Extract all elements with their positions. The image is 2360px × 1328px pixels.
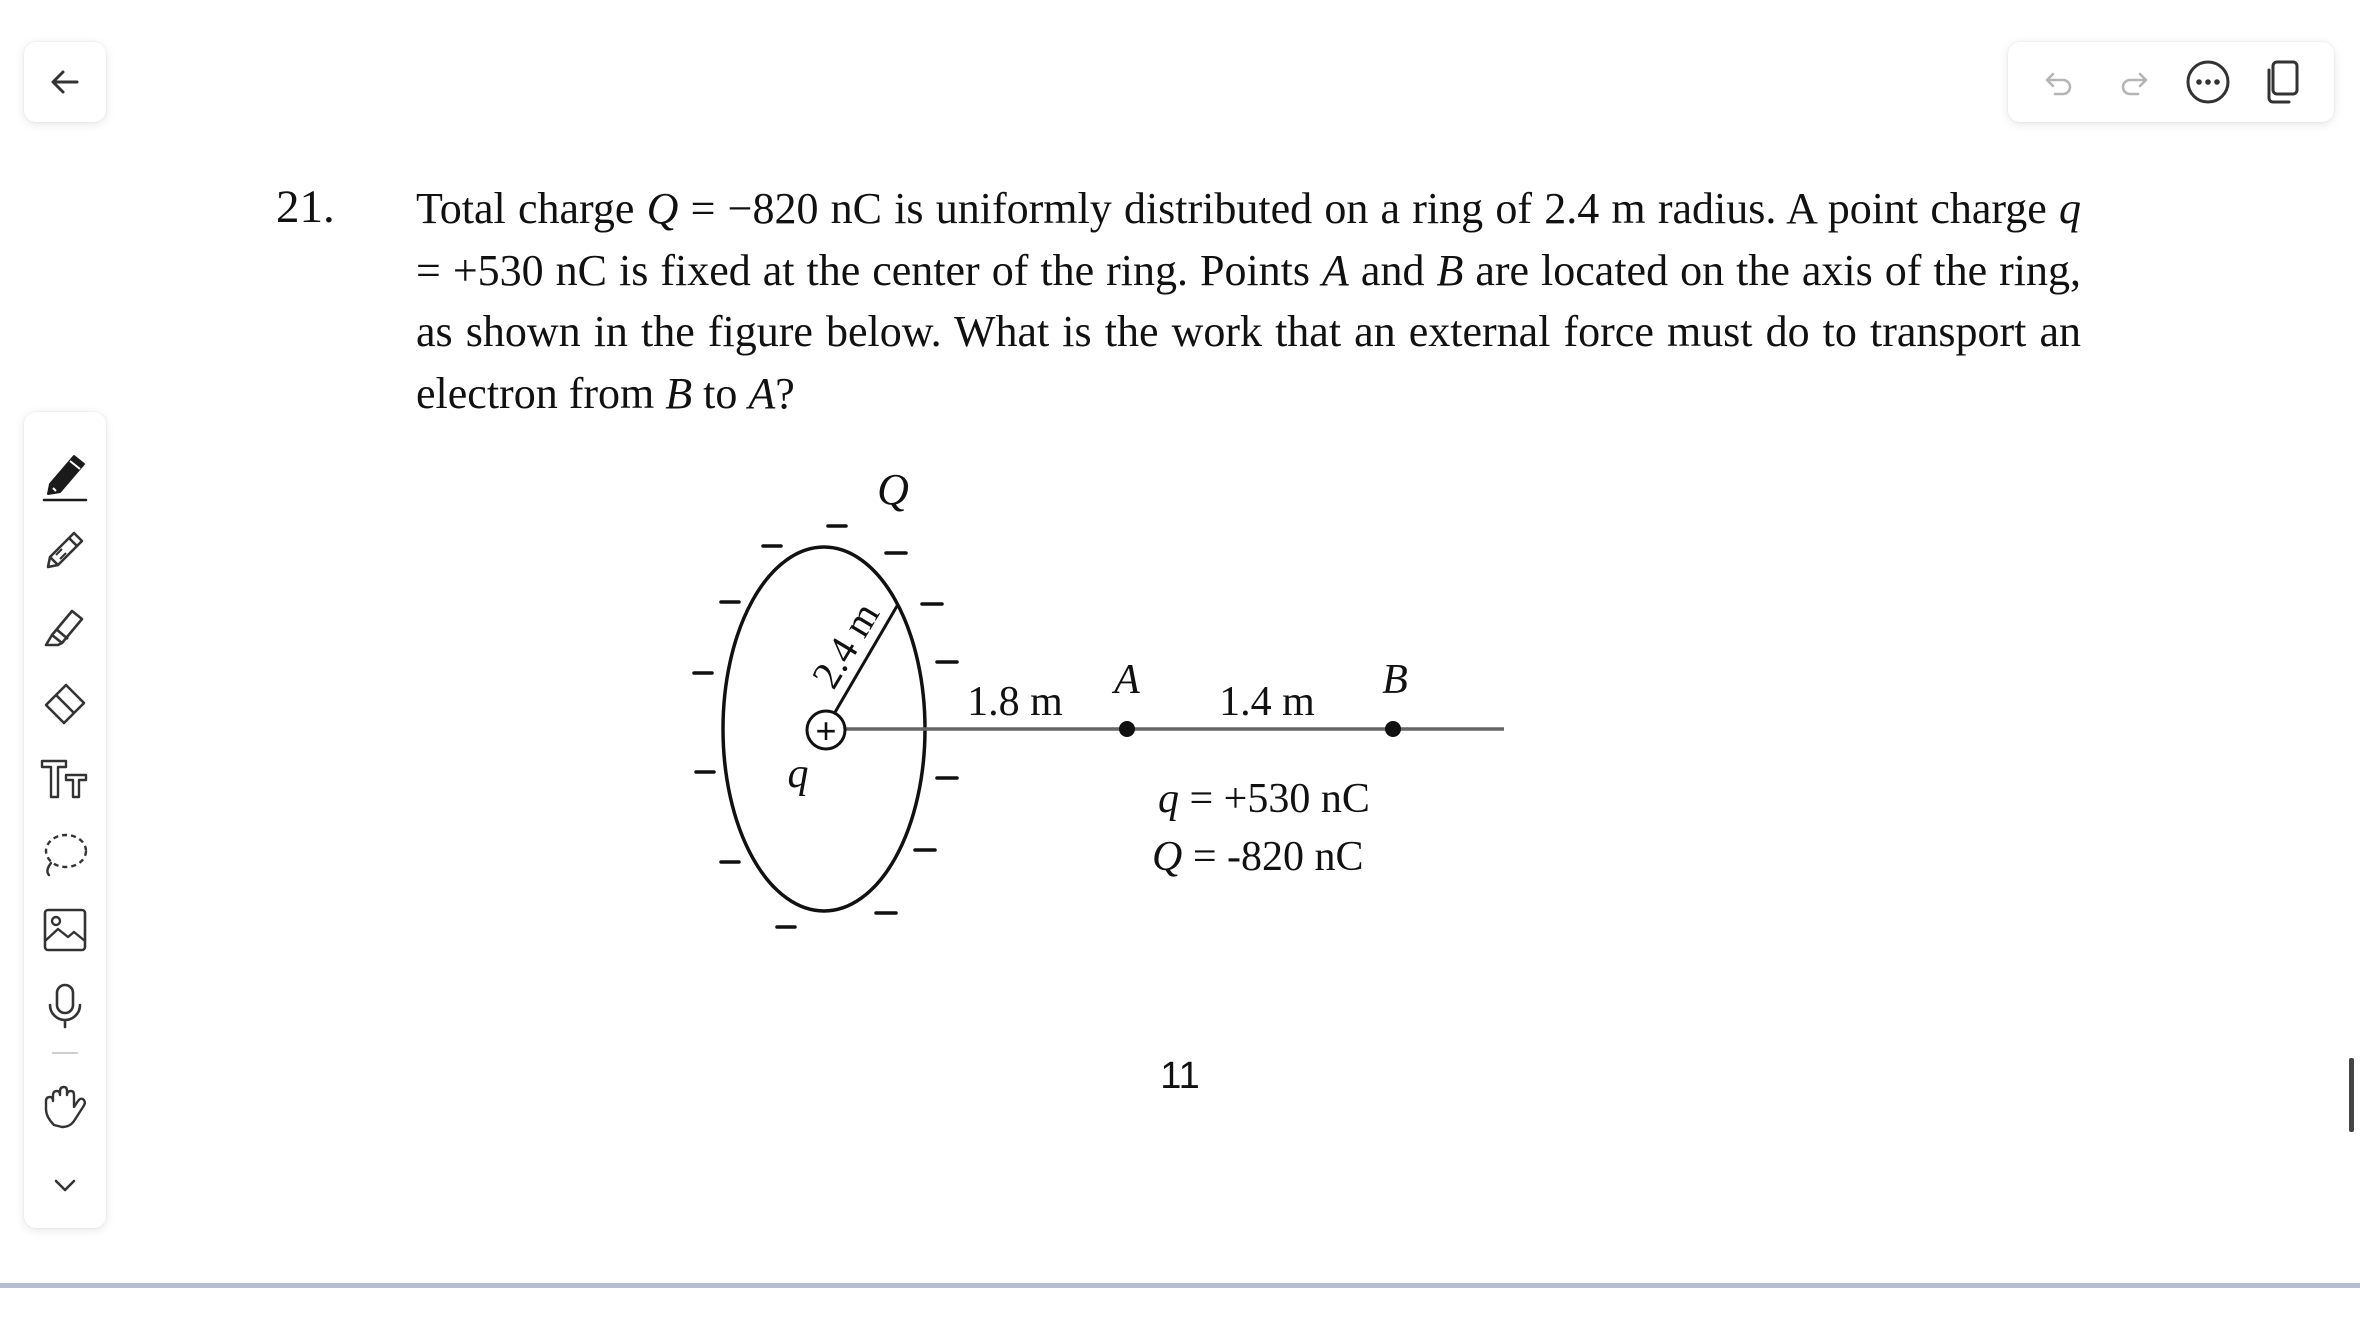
center-charge-sign: + <box>815 710 837 751</box>
question-number: 21. <box>276 181 335 233</box>
label-ring-charge: Q <box>877 465 909 514</box>
legend-Q: Q = -820 nC <box>1152 834 1364 880</box>
label-distance-a-b: 1.4 m <box>1219 679 1315 725</box>
label-center-charge: q <box>787 751 809 797</box>
question-text: Total charge Q = −820 nC is uniformly distributed on a ring of 2.4 m radius. A point charge q = +530 nC is fixed at the center of the ring. Points A and B are located on the axis of the ring, as shown in the figure below. What is the work that an external force must do to transport an electron from B to A? <box>416 184 2082 418</box>
bottom-bar <box>0 1283 2360 1288</box>
label-radius: 2.4 m <box>802 594 889 696</box>
label-point-a: A <box>1114 657 1140 703</box>
scrollbar-thumb[interactable] <box>2349 1058 2354 1132</box>
point-b <box>1385 721 1401 737</box>
label-point-b: B <box>1382 657 1408 703</box>
page-number: 11 <box>1160 1055 1200 1097</box>
point-a <box>1119 721 1135 737</box>
label-distance-center-a: 1.8 m <box>967 679 1063 725</box>
legend-q: q = +530 nC <box>1158 776 1370 822</box>
